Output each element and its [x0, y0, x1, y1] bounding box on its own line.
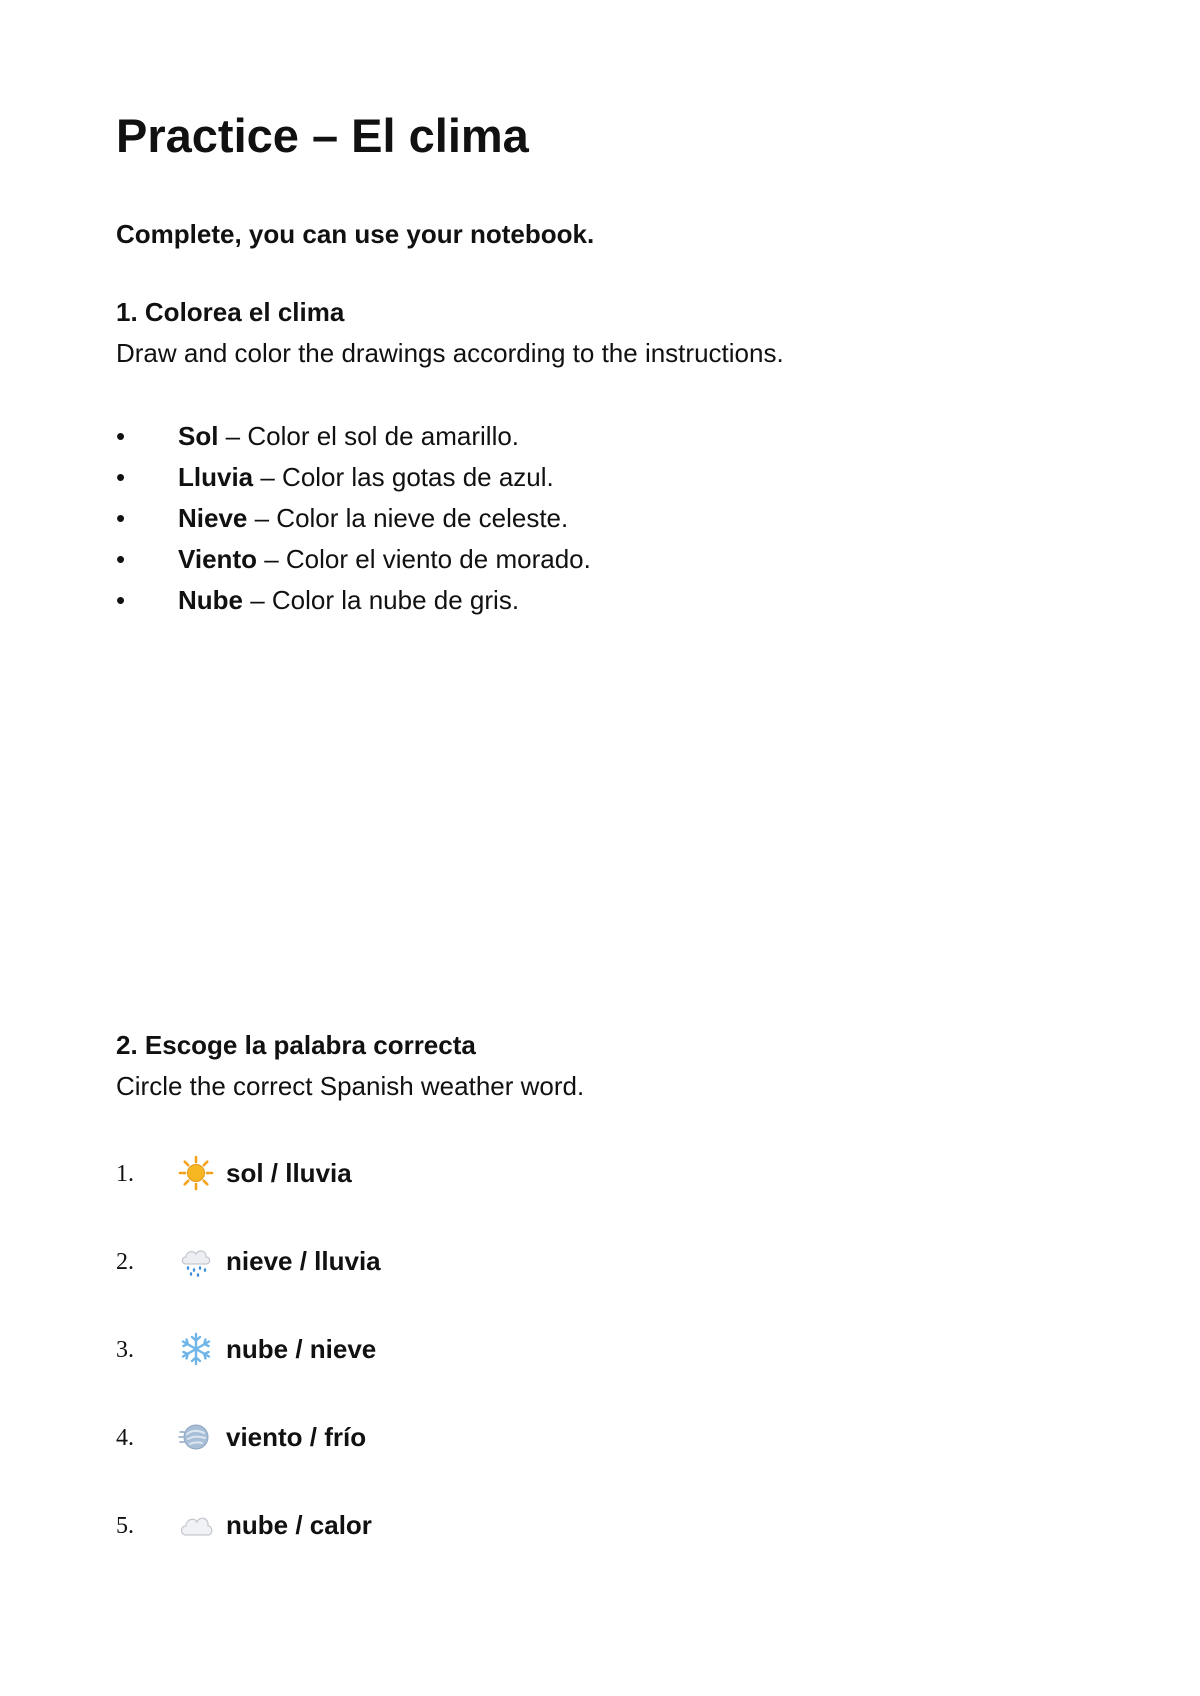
word-options: viento / frío [226, 1422, 367, 1452]
color-instruction: – Color la nube de gris. [243, 585, 520, 615]
section-1-heading: 1. Colorea el clima [116, 297, 345, 327]
instructions: Complete, you can use your notebook. [116, 219, 595, 249]
item-number: 1. [116, 1161, 134, 1187]
bullet: • [116, 421, 126, 451]
bullet: • [116, 544, 126, 574]
weather-term: Lluvia [178, 462, 254, 492]
section-2-heading: 2. Escoge la palabra correcta [116, 1030, 476, 1060]
cloud-icon [178, 1507, 214, 1543]
weather-term: Nube [178, 585, 243, 615]
item-number: 2. [116, 1249, 134, 1275]
item-number: 4. [116, 1425, 134, 1451]
wind-cloud-icon [178, 1419, 214, 1455]
weather-term: Nieve [178, 503, 248, 533]
rain-cloud-icon [178, 1243, 214, 1279]
bullet: • [116, 585, 126, 615]
bullet: • [116, 503, 126, 533]
item-number: 5. [116, 1513, 134, 1539]
word-options: nieve / lluvia [226, 1246, 381, 1276]
section-2-description: Circle the correct Spanish weather word. [116, 1071, 585, 1101]
word-options: sol / lluvia [226, 1158, 352, 1188]
bullet: • [116, 462, 126, 492]
weather-term: Viento [178, 544, 257, 574]
color-instruction: – Color la nieve de celeste. [247, 503, 569, 533]
color-instruction: – Color el viento de morado. [256, 544, 591, 574]
sun-icon [178, 1155, 214, 1191]
snowflake-icon [178, 1331, 214, 1367]
section-1-description: Draw and color the drawings according to the instructions. [116, 338, 784, 368]
word-options: nube / calor [226, 1510, 372, 1540]
word-options: nube / nieve [226, 1334, 377, 1364]
color-instruction: – Color las gotas de azul. [253, 462, 554, 492]
weather-term: Sol [178, 421, 219, 451]
color-instruction: – Color el sol de amarillo. [218, 421, 520, 451]
page-title: Practice – El clima [116, 109, 529, 162]
item-number: 3. [116, 1337, 134, 1363]
